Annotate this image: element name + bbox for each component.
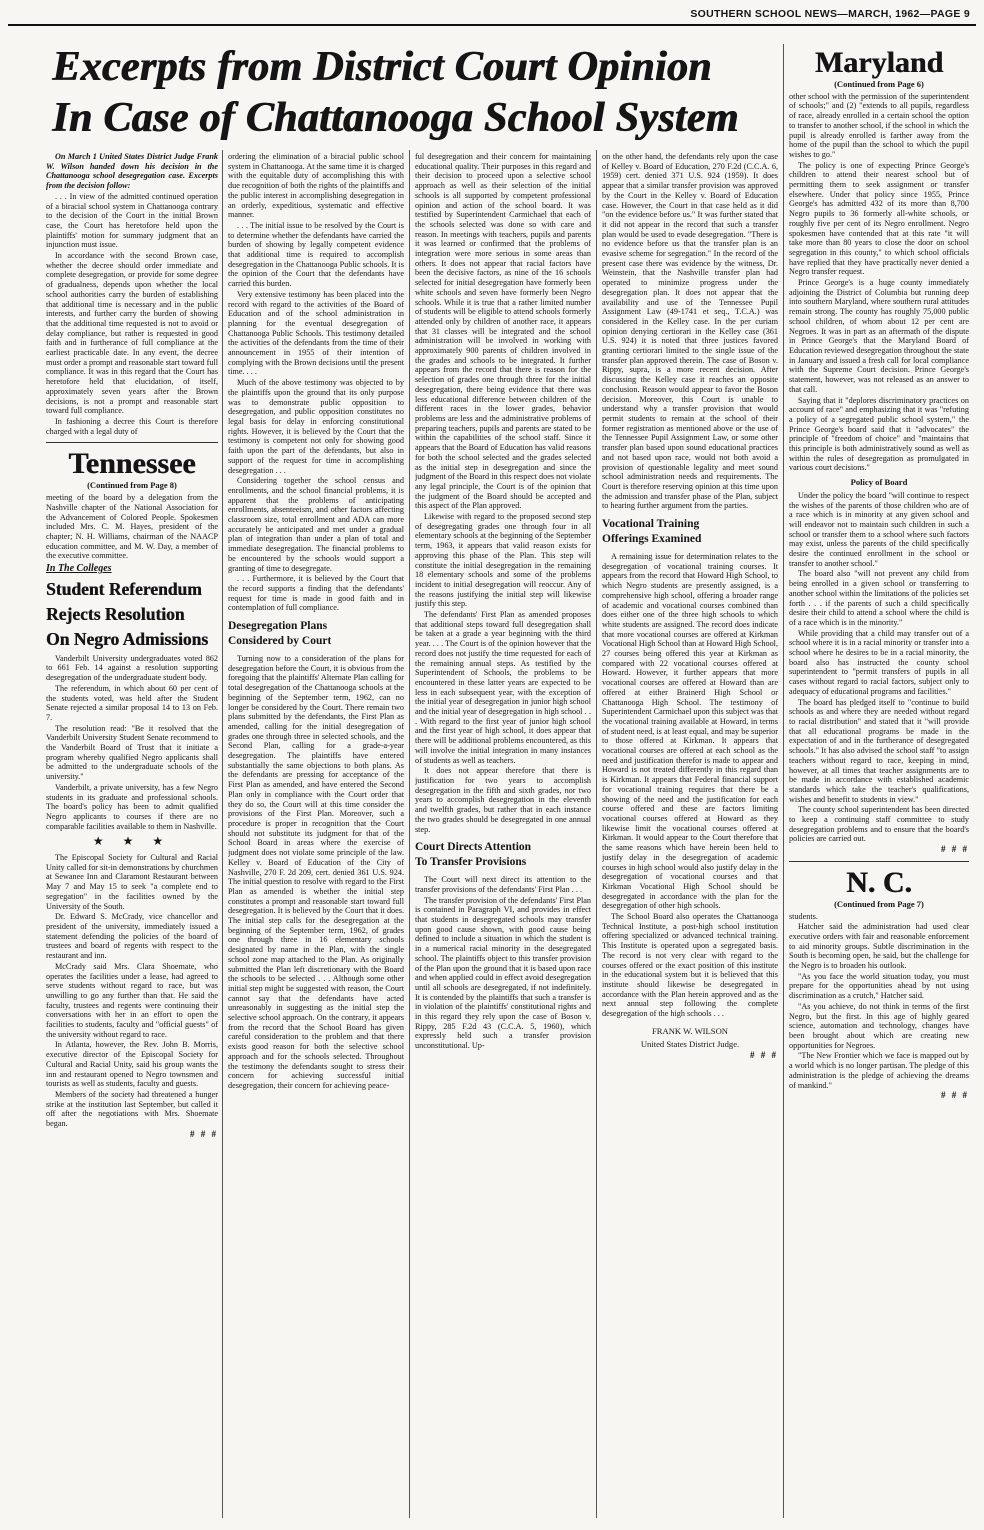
vocational-subhead	[602, 517, 778, 547]
paragraph: McCrady said Mrs. Clara Shoemate, who operates the facilities under a lease, had agreed to serve students without regard to race, but was unwilling to go any further than that. He said the faculty, trustees and regents were continuing their conversations with her in an effort to open the facilities to students, faculty and "official guests" of the university without regard to race.	[46, 961, 218, 1039]
paragraph: It does not appear therefore that there is justification for two years to accomplish desegregation in the fifth and sixth grades, nor two years to accomplish desegregation in the eleventh and twelfth grades, but rather that in each instance the two grades should be desegregated in one annual step.	[415, 766, 591, 834]
paragraph: The transfer provision of the defendants' First Plan is contained in Paragraph VI, and provides in effect that students in desegregated schools may transfer upon good cause shown, with good cause being defined to include a situation in which the student is in a numerical racial minority in the desegregated school. The plaintiffs object to this transfer provision of the Plan upon the ground that it is based upon race and when applied could in effect avoid desegregation until all schools are desegregated, if not indefinitely. It is contended by the plaintiffs that such a transfer is in violation of the plaintiffs' constitutional rights and in this regard they rely upon the case of Boson v. Rippy, 285 F.2d 43 (C.C.A. 5, 1960), which expressly held such a transfer provision unconstitutional. Up-	[415, 895, 591, 1051]
paragraph: The referendum, in which about 60 per cent of the students voted, was held after the Student Senate rejected a similar proposal 14 to 13 on Feb. 7.	[46, 683, 218, 722]
column-4	[602, 152, 778, 1522]
subhead-line: Considered by Court	[228, 635, 332, 648]
continued-note: (Continued from Page 8)	[87, 480, 177, 491]
paragraph: Members of the society had threatened a hunger strike at the institution last September, but called it off after the negotiations with Mrs. Shoemate began.	[46, 1089, 218, 1129]
column-3	[415, 152, 591, 1522]
paragraph: on the other hand, the defendants rely upon the case of Kelley v. Board of Education, 270 F.2d (C.C.A. 6, 1959) cert. denied 371 U.S. 924 (1959). It does appear that a similar transfer provision was approved by the Court in the Kelley v. Board of Education case. However, the Court in that case held as it did "on the evidence before us." It was further stated that it did not appear in the record that such a transfer plan would be used to evade desegregation. "There is no evidence before us that the transfer plan is an evasive scheme for segregation." In the record of the present case there was evidence by the witness, Dr. Weinstein, that the Nashville transfer plan had operated to minimize progress under the desegregation plan. It does not appear that the availability and use of the Tennessee Pupil Assignment Law (49-1741 et seq., T.C.A.) was considered in the Kelley case. In the per curiam opinion denying certiorari in the Kelley case (361 U.S. 924) it is noted that three justices favored granting certiorari limited to the single issue of the transfer plan approved therein. The case of Boson v. Rippy, supra, is a more recent decision. After discussing the Kelley case it reaches an opposite conclusion. Reason would appear to favor the Boson decision. Moreover, this Court is unable to understand why a transfer provision that would permit students to remain at the school of their former registration as mentioned above or the use of the Tennessee Pupil Assignment Law, or some other transfer plan based upon sound educational practices and not based upon race, would not both avoid a provision of questionable legality and meet sound school administration needs and requirements. The Court is therefore reserving opinion at this time upon the admission and transfer phase of the Plan, subject to hearing further argument from the parties.	[602, 152, 778, 511]
column-rule	[222, 150, 223, 1518]
transfer-subhead	[415, 840, 591, 870]
paragraph: "The New Frontier which we face is mapped out by a world which is no longer partisan. The pledge of this administration is the pledge of achieving the dreams of mankind."	[789, 1051, 969, 1090]
paragraph: A remaining issue for determination relates to the desegregation of vocational training courses. It appears from the record that Howard High School, to which Negro students are presently assigned, is a comprehensive high school, offering a broader range of academic and vocational courses combined than does either one of the three high schools to which white students are assigned. The record does indicate that more vocational courses are offered at Kirkman Vocational High School than at Howard High School, 27 courses being offered this year at Kirkman as compared with 22 vocational courses offered at Howard. However, it further appears that more vocational courses are offered at Howard than are offered at either Brainerd High School or Chattanooga High School. The testimony of Superintendent Carmichael upon this subject was that the vocational training available at Howard, in terms of student need, is at least equal, and may be superior to those offered at Kirkman. It appears that vocational courses are offered at each school as the need and justification therefor is made to appear and Howard is not treated differently in this regard than is Kirkman. It appears that Federal financial support for vocational training requires that there be a showing of the need and the justification for each course offered and these are factors limiting vocational courses offered at Howard as they likewise limit the vocational courses offered at Kirkman. It would appear to the Court therefore that the same reasons which have herein been held to justify delay in the desegregation of academic courses in high school would also justify delay in the desegregation of vocational courses and that Kirkman Vocational High School should be desegregated in accordance with the plan for the desegregation of other high schools.	[602, 552, 778, 911]
column-rule	[783, 44, 784, 1518]
referendum-headline	[46, 577, 218, 652]
end-mark: # # #	[941, 1090, 969, 1101]
paragraph: Vanderbilt University undergraduates voted 862 to 661 Feb. 14 against a resolution supporting desegregation of the undergraduate student body.	[46, 653, 218, 683]
paragraph: . . . The initial issue to be resolved by the Court is to determine whether the defendants have carried the burden of showing by legally competent evidence that additional time is required to accomplish desegregation in the Chattanooga Public schools. It is the opinion of the Court that the defendants have carried this burden.	[228, 220, 404, 289]
end-mark: # # #	[750, 1049, 778, 1060]
paragraph: The Episcopal Society for Cultural and Racial Unity called for sit-in demonstrations by churchmen at Sewanee Inn and Claramont Restaurant between May 7 and May 15 to seek "a complete end to segregation" in the facilities owned by the University of the South.	[46, 853, 218, 911]
nc-heading: N. C.	[846, 865, 912, 899]
paragraph: The board also "will not prevent any child from being enrolled in a given school or transferring to another school within the limitations of the policies set forth . . . if the parents of such a child specifically desire their child to attend a school where the child is of a race which is in the minority."	[789, 569, 969, 627]
section-divider	[789, 861, 969, 862]
top-rule	[8, 24, 976, 26]
paragraph: Vanderbilt, a private university, has a few Negro students in its graduate and professional schools. The board's policy has been to admit qualified Negro applicants to courses if there are no comparable facilities available to them in Nashville.	[46, 782, 218, 831]
paragraph: Under the policy the board "will continue to respect the wishes of the parents of those children who are of a race which is in minority at any given school and will endeavor not to maintain such children in such a school or transfer them to a school where such factors may exist, unless the parents of the child specifically desire the continued enrollment in the school or transfer to another school."	[789, 490, 969, 568]
paragraph: The School Board also operates the Chattanooga Technical Institute, a post-high school institution offering specialized or advanced technical training. This Institute is operated upon a segregated basis. The record is not very clear with regard to the courses offered or the exact position of this institute in the educational system but it is believed that this institute should likewise be desegregated in accordance with the Plan herein approved and as the next annual step following the complete desegregation of the high schools . . .	[602, 912, 778, 1019]
paragraph: Hatcher said the administration had used clear executive orders with fair and reasonable enforcement to aid minority groups. Subtle discrimination in the South is becoming open, he said, but the challenge for the Negro is to broaden his outlook.	[789, 922, 969, 971]
judge-signature: FRANK W. WILSON	[651, 1025, 728, 1036]
paragraph: meeting of the board by a delegation from the Nashville chapter of the National Association for the Advancement of Colored People. Spokesmen included Mrs. C. M. Hayes, president of the chapter; N. H. Williams, chairman of the NAACP education committee, and M. W. Day, a member of the executive committee.	[46, 493, 218, 561]
column-1	[46, 152, 218, 1522]
policy-subhead: Policy of Board	[850, 477, 908, 488]
paragraph: ful desegregation and their concern for maintaining educational quality. Their purposes in this regard and their decision to proceed upon a selective school approach as well as their selection of the initial schools is all supported by competent professional opinion and action of the school board. It was testified by Superintendent Carmichael that each of the schools selected was done so with care and reason. In meetings with teachers, pupils and parents it was learned or confirmed that the problems of integration were more serious in some areas than others. It does not appear that racial factors have been the decisive factors, as nine of the 16 schools selected for initial desegregation have formerly been white schools and seven have formerly been Negro schools. While it is true that a rather limited number of students will be eligible to attend schools formerly attended only by children of another race, it appears that 31 classes will be integrated and the school administration will be involved in working with approximately 900 parents of children involved in the grades and schools to be integrated. It further appears from the record that there is reason for the selection of grades one through three for the initial desegregation, there being evidence that there was less educational difference between children of the different races in the lower grades, behavior problems are less and the administrative problems of preparing teachers, pupils and parents are stated to be within the capabilities of the school staff. Since it appears that the Board of Education has valid reasons for both the school selected and the grades selected as the initial step in desegregation and since the judgment of the Board in this respect does not violate any legal principle, the Court is of the opinion that the judgment of the Board should be accepted and this aspect of the Plan approved.	[415, 152, 591, 511]
paragraph: Considering together the school census and enrollments, and the school financial problems, it is apparent that the problems of anticipating enrollments, absenteeism, and other factors affecting classroom size, total enrollment and ADA can more accurately be anticipated and met under a gradual plan of integration than under a plan of total and immediate desegregation. The financial problems to be encountered by the schools would support a granting of time to desegregate.	[228, 476, 404, 573]
tennessee-heading: Tennessee	[68, 447, 196, 481]
paragraph: . . . In view of the admitted continued operation of a biracial school system in Chattanooga contrary to the decision of the Court in the initial Brown case, the Court has heretofore held upon the plaintiffs' motion for summary judgment that an injunction must issue.	[46, 191, 218, 250]
subhead-line: Vocational Training	[602, 518, 700, 531]
column-5	[789, 46, 969, 1522]
paragraph: In fashioning a decree this Court is therefore charged with a legal duty of	[46, 416, 218, 436]
headline-line: Rejects Resolution	[46, 603, 185, 624]
paragraph: "As you face the world situation today, you must prepare for the opportunities ahead by not using discrimination as a crutch," Hatcher said.	[789, 971, 969, 1001]
paragraph: The board has pledged itself to "continue to build schools as and where they are needed without regard to racial distribution" and stated that it "will provide that all educational programs be made in the expectation of and in the furtherance of desegregated schools." It has also advised the school staff "to assign teachers without regard to race, keeping in mind, however, at all times that teacher assignments are to be made in accordance with established academic standards which take the teacher's qualifications, wishes and benefit to students in view."	[789, 697, 969, 804]
paragraph: other school with the permission of the superintendent of schools;" and (2) "extends to all pupils, regardless of race, already enrolled in a certain school the option to transfer to another school, if the school in which the pupil is already enrolled is farther away from the home of the pupil than the school to which the pupil wishes to go."	[789, 91, 969, 159]
star-divider: ★ ★ ★	[92, 834, 172, 849]
section-divider	[46, 442, 218, 443]
paragraph: Prince George's is a huge county immediately adjoining the District of Columbia but running deep into southern Maryland, where southern rural attitudes remain strong. The county has roughly 75,000 public school children, of whom about 12 per cent are Negroes. It was in part as an aftermath of the dispute in Prince George's that the Maryland Board of Education reviewed desegregation throughout the state in January and issued a fresh call for local compliance with the Supreme Court decision. Prince George's statement, however, was not released as an answer to that call.	[789, 278, 969, 394]
page-folio: SOUTHERN SCHOOL NEWS—MARCH, 1962—PAGE 9	[690, 8, 970, 20]
headline-line-2: In Case of Chattanooga School System	[52, 95, 739, 141]
headline-line: Student Referendum	[46, 578, 202, 599]
subhead-line: Court Directs Attention	[415, 841, 532, 854]
end-mark: # # #	[941, 844, 969, 855]
subhead-line: To Transfer Provisions	[415, 856, 527, 869]
paragraph: The county school superintendent has been directed to keep a continuing staff committee to study desegregation problems and to ensure that the board's policies are carried out.	[789, 805, 969, 844]
paragraph: Likewise with regard to the proposed second step of desegregating grades one through four in all elementary schools at the beginning of the September term, 1963, it appears that valid reason exists for approving this phase of the Plan. This step will constitute the initial desegregation in the remaining 18 elementary schools and some of the problems incident to initial desegregation will reoccur. Any of the reasons justifying the initial step will likewise justify this step.	[415, 512, 591, 609]
subhead-line: Offerings Examined	[602, 533, 702, 546]
paragraph: Very extensive testimony has been placed into the record with regard to the activities of the Board of Education and of the school administration in planning for the eventual desegregation of Chattanooga Public Schools. This testimony detailed the activities of the defendants from the time of their announcement in 1955 of their intention of complying with the Brown decisions until the present time. . . .	[228, 289, 404, 377]
paragraph: Saying that it "deplores discriminatory practices on account of race" and emphasizing that it was "refuting a policy of a segregated public school system," the Prince George's board said that it "advocates" the principle of "freedom of choice" and "maintains that this principle is both administratively sound as well as within the rules of desegregation as promulgated in various court decisions."	[789, 395, 969, 473]
paragraph: In accordance with the second Brown case, whether the decree should order immediate and complete desegregation, or provide for some degree of gradualness, depends upon whether the local school authorities carry the burden of establishing that additional time is necessary and in the public interests, and further carry the burden of showing that the additional time requested is not to avoid or delay compliance, but rather is requested in good faith and in furtherance of full compliance at the earliest practicable date. In any event, the decree must order a prompt and reasonable start toward full compliance. It was in this regard that the Court has heretofore held that elucidation, of itself, approximately seven years after the Brown decisions, is not a prompt and reasonable start toward full compliance.	[46, 251, 218, 416]
paragraph: The defendants' First Plan as amended proposes that additional steps toward full desegregation shall be taken at a grade a year beginning with the third year. . . . The Court is of the opinion however that the record does not justify the time requested for each of the remaining annual steps. As testified by the Superintendent of Schools, the problems to be encountered in these latter years are expected to be less in each subsequent year, with the exception of the initial year of desegregation in junior high school and the initial year of desegregation in high school . . . With regard to the first year of junior high school and the first year of high school, it does appear that there will be additional problems encountered, as this will involve the initial integration in many instances of students as well as teachers.	[415, 610, 591, 765]
main-headline	[52, 42, 764, 144]
paragraph: Much of the above testimony was objected to by the plaintiffs upon the ground that its only purpose was to demonstrate public opposition to desegregation, and public opposition constitutes no legal basis for delay in enforcing constitutional rights. However, it is believed by the Court that the testimony is competent not only for showing good faith upon the part of the defendants, but also in support of the request for time in accomplishing desegregation . . .	[228, 378, 404, 475]
continued-note: (Continued from Page 6)	[834, 79, 924, 89]
headline-line-1: Excerpts from District Court Opinion	[52, 44, 712, 90]
paragraph: ordering the elimination of a biracial public school system in Chattanooga. At the same time it is charged with the equitable duty of accomplishing this with due recognition of both the rights of the plaintiffs and the public interest in accomplishing desegregation in an orderly, expeditious, systematic and effective manner.	[228, 152, 404, 220]
paragraph: The resolution read: "Be it resolved that the Vanderbilt University Student Senate recommend to the Vanderbilt Board of Trust that it initiate a program whereby qualified Negro applicants shall be admitted to the undergraduate schools of the university."	[46, 723, 218, 782]
maryland-heading: Maryland	[814, 46, 944, 79]
paragraph: Turning now to a consideration of the plans for desegregation before the Court, it is obvious from the foregoing that the plaintiffs' Alternate Plan calling for total desegregation of the Chattanooga schools at the beginning of the September term, 1962, can no longer be considered by the Court. There remain two plans submitted by the defendants, the First Plan as amended, calling for the initial desegregation of grades one through three in selected schools, and the Second Plan, calling for a grade-a-year desegregation. The plaintiffs have entered substantially the same objections to both plans. As the defendants are pressing for acceptance of the First Plan as amended, and have entered the Second Plan only in compliance with the Court order that they do so, the Court will at this time consider the provisions of the First Plan. Moreover, such a procedure is proper in recognition that the Court should not substitute its judgment for that of the School Board in areas where the exercise of judgment does not violate some principle of the law. Kelley v. Board of Education of the City of Nashville, 270 F. 2d 209, cert. denied 361 U.S. 924. The initial question to resolve with regard to the First Plan as amended is whether the initial step constitutes a prompt and reasonable start toward full desegregation. It is believed by the Court that it does. The initial step calls for the desegregation at the beginning of the September term, 1962, of grades one through three in 16 elementary schools designated by name in the Plan, with the single school zone map attached to the Plan. As originally submitted the Plan left discretionary with the Board the schools to be selected . . . Although some other initial step might be suggested with reason, the Court cannot say that the defendants have acted unreasonably in suggesting as the initial step the selective school approach. On the contrary, it appears from the record that the School Board has given careful consideration to the problem and that there exists good reason for both the selective school approach and for the schools selected. Throughout the testimony the defendants sought to stress their concern for achieving successful initial desegregation, their concern for achieving peace-	[228, 654, 404, 1090]
paragraph: In Atlanta, however, the Rev. John B. Morris, executive director of the Episcopal Society for Cultural and Racial Unity, said his group wants the inn and restaurant opened to Negro townsmen and tourists as well as students, faculty and guests.	[46, 1040, 218, 1089]
continued-note: (Continued from Page 7)	[834, 898, 924, 909]
paragraph: Dr. Edward S. McCrady, vice chancellor and president of the university, immediately issued a statement defending the policies of the board of trustees and board of regents with respect to the restaurant and inn.	[46, 912, 218, 961]
colleges-kicker: In The Colleges	[46, 563, 112, 575]
judge-title: United States District Judge.	[640, 1038, 740, 1049]
paragraph: . . . Furthermore, it is believed by the Court that the record supports a finding that the defendants' request for time is made in good faith and in contemplation of full compliance.	[228, 574, 404, 613]
paragraph: While providing that a child may transfer out of a school where it is in a racial minority or transfer into a school where he desires to be in a racial minority, the board also has instructed the county school superintendent to "permit transfers of pupils in all cases without regard to racial factors, subject only to adequacy of educational programs and facilities."	[789, 628, 969, 696]
subhead-line: Desegregation Plans	[228, 620, 328, 633]
column-rule	[409, 150, 410, 1518]
paragraph: "As you achieve, do not think in terms of the first Negro, but the first. In this age of highly geared science, automation and technology, changes have been brought about which are creating new opportunities for Negroes.	[789, 1001, 969, 1050]
end-mark: # # #	[190, 1128, 218, 1139]
plans-subhead	[228, 619, 404, 649]
paragraph: students.	[789, 911, 818, 921]
column-rule	[596, 150, 597, 1518]
article-intro: On March 1 United States District Judge Frank W. Wilson handed down his decision in the Chattanooga school desegregation case. Excerpts from the decision follow:	[46, 152, 218, 191]
headline-line: On Negro Admissions	[46, 628, 209, 649]
paragraph: The policy is one of expecting Prince George's children to attend their nearest school but of permitting them to seek assignment or transfer elsewhere. Under that policy since 1955, Prince George's has admitted 432 of its more than 8,700 Negro pupils to 36 formerly all-white schools, or roughly five per cent of its Negro enrollment. Negro spokesmen have contended that at this rate "it will take more than 80 years to close the door on school segregation in this county," to which school officials have replied that they have practically never denied a Negro transfer request.	[789, 160, 969, 277]
paragraph: The Court will next direct its attention to the transfer provisions of the defendants' First Plan . . .	[415, 875, 591, 894]
column-2	[228, 152, 404, 1522]
